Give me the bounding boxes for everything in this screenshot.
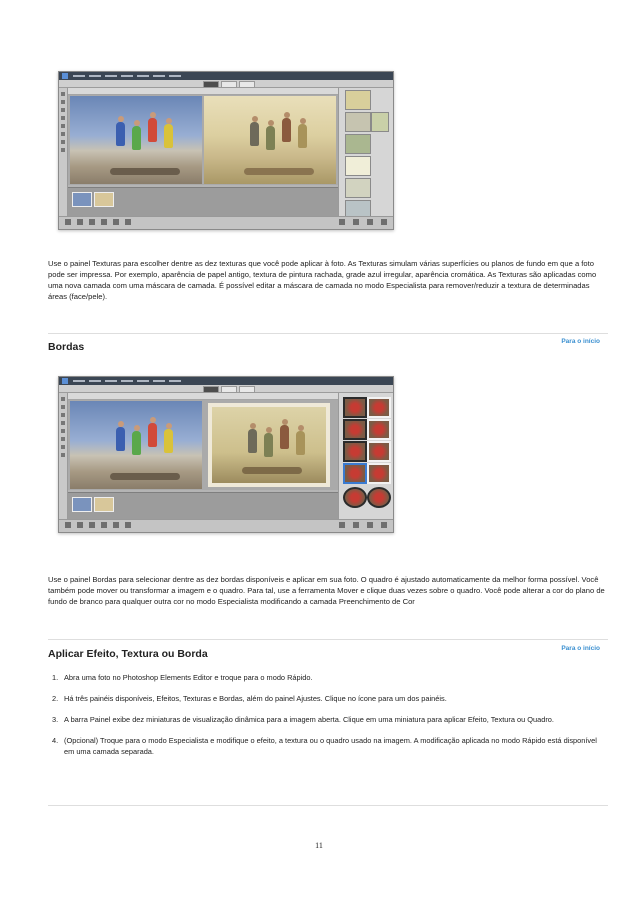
view-options-bar [68,393,338,400]
border-thumb-4[interactable] [367,419,391,440]
texture-thumb-5[interactable] [345,156,371,176]
back-to-top-link[interactable]: Para o início [561,338,600,345]
mode-tabs [59,80,393,88]
texture-thumb-6[interactable] [345,178,371,198]
app-logo-icon [62,73,68,79]
texture-thumb-1[interactable] [345,90,371,110]
borders-description: Use o painel Bordas para selecionar dentre as dez bordas disponíveis e aplicar em sua foto. O quadro é ajustado automaticamente da melhor forma possível. Você também pode mover ou transformar a imagem e o quadro. Para tal, use a ferramenta Mover e clique duas vezes sobre o quadro. Você pode alterar a cor do plano de fundo de branco para qualquer outra cor no modo Especialista modificando a camada Preenchimento de Cor [48,575,605,606]
status-bar [59,519,393,532]
borders-panel [338,393,393,520]
after-photo [204,96,336,184]
textures-description: Use o painel Texturas para escolher dentre as dez texturas que você pode aplicar à foto. As Texturas simulam várias superfícies ou planos de fundo em que a foto pode ser impressa. Por exemplo, aparência de papel antigo, textura de pintura rachada, grade azul irregular, aparência cromática. As Texturas são aplicadas como uma nova camada com uma máscara de camada. É possível editar a máscara de camada no modo Especialista para remover/reduzir a textura de determinadas áreas (face/pele). [48,259,597,301]
border-thumb-6[interactable] [367,441,391,462]
view-options-bar [68,88,338,95]
steps-list [48,672,606,767]
mode-tabs [59,385,393,393]
border-thumb-9[interactable] [343,487,367,508]
tab-quick[interactable] [203,81,219,88]
tab-expert[interactable] [239,81,255,88]
toolbox [59,88,68,217]
photo-bin [68,187,338,216]
image-canvas [68,95,338,185]
tab-guided[interactable] [221,81,237,88]
border-thumb-1[interactable] [343,397,367,418]
borders-screenshot [58,376,394,533]
texture-thumb-4[interactable] [345,134,371,154]
divider [48,639,608,640]
image-canvas [68,400,338,490]
section-heading-bordas: Bordas [48,341,85,353]
tab-guided[interactable] [221,386,237,393]
border-thumb-8[interactable] [367,463,391,484]
before-photo [70,96,202,184]
list-item: 2. Há três painéis disponíveis, Efeitos, Texturas e Bordas, além do painel Ajustes. Clique no ícone para um dos painéis. [52,694,447,703]
app-menu-bar [59,72,393,80]
border-thumb-10[interactable] [367,487,391,508]
list-item: 4. (Opcional) Troque para o modo Especialista e modifique o efeito, a textura ou o quadro usado na imagem. A modificação aplicada no modo Rápido está disponível em uma camada separada. [52,736,597,756]
app-menu-bar [59,377,393,385]
tab-quick[interactable] [203,386,219,393]
photo-bin [68,492,338,521]
border-thumb-3[interactable] [343,419,367,440]
framed-photo [208,403,330,487]
back-to-top-link[interactable]: Para o início [561,645,600,652]
texture-thumb-2[interactable] [371,112,389,132]
texture-thumb-3[interactable] [345,112,371,132]
textures-screenshot [58,71,394,230]
list-item: 3. A barra Painel exibe dez miniaturas de visualização dinâmica para a imagem aberta. Clique em uma miniatura para aplicar Efeito, Textura ou Quadro. [52,715,554,724]
border-thumb-2[interactable] [367,397,391,418]
border-thumb-7[interactable] [343,463,367,484]
tab-expert[interactable] [239,386,255,393]
textures-panel [338,88,393,217]
divider [48,333,608,334]
divider [48,805,608,806]
page-number: 11 [315,841,323,850]
list-item: 1. Abra uma foto no Photoshop Elements Editor e troque para o modo Rápido. [52,673,313,682]
app-logo-icon [62,378,68,384]
border-thumb-5[interactable] [343,441,367,462]
status-bar [59,216,393,229]
toolbox [59,393,68,520]
before-photo [70,401,202,489]
section-heading-aplicar: Aplicar Efeito, Textura ou Borda [48,648,208,660]
